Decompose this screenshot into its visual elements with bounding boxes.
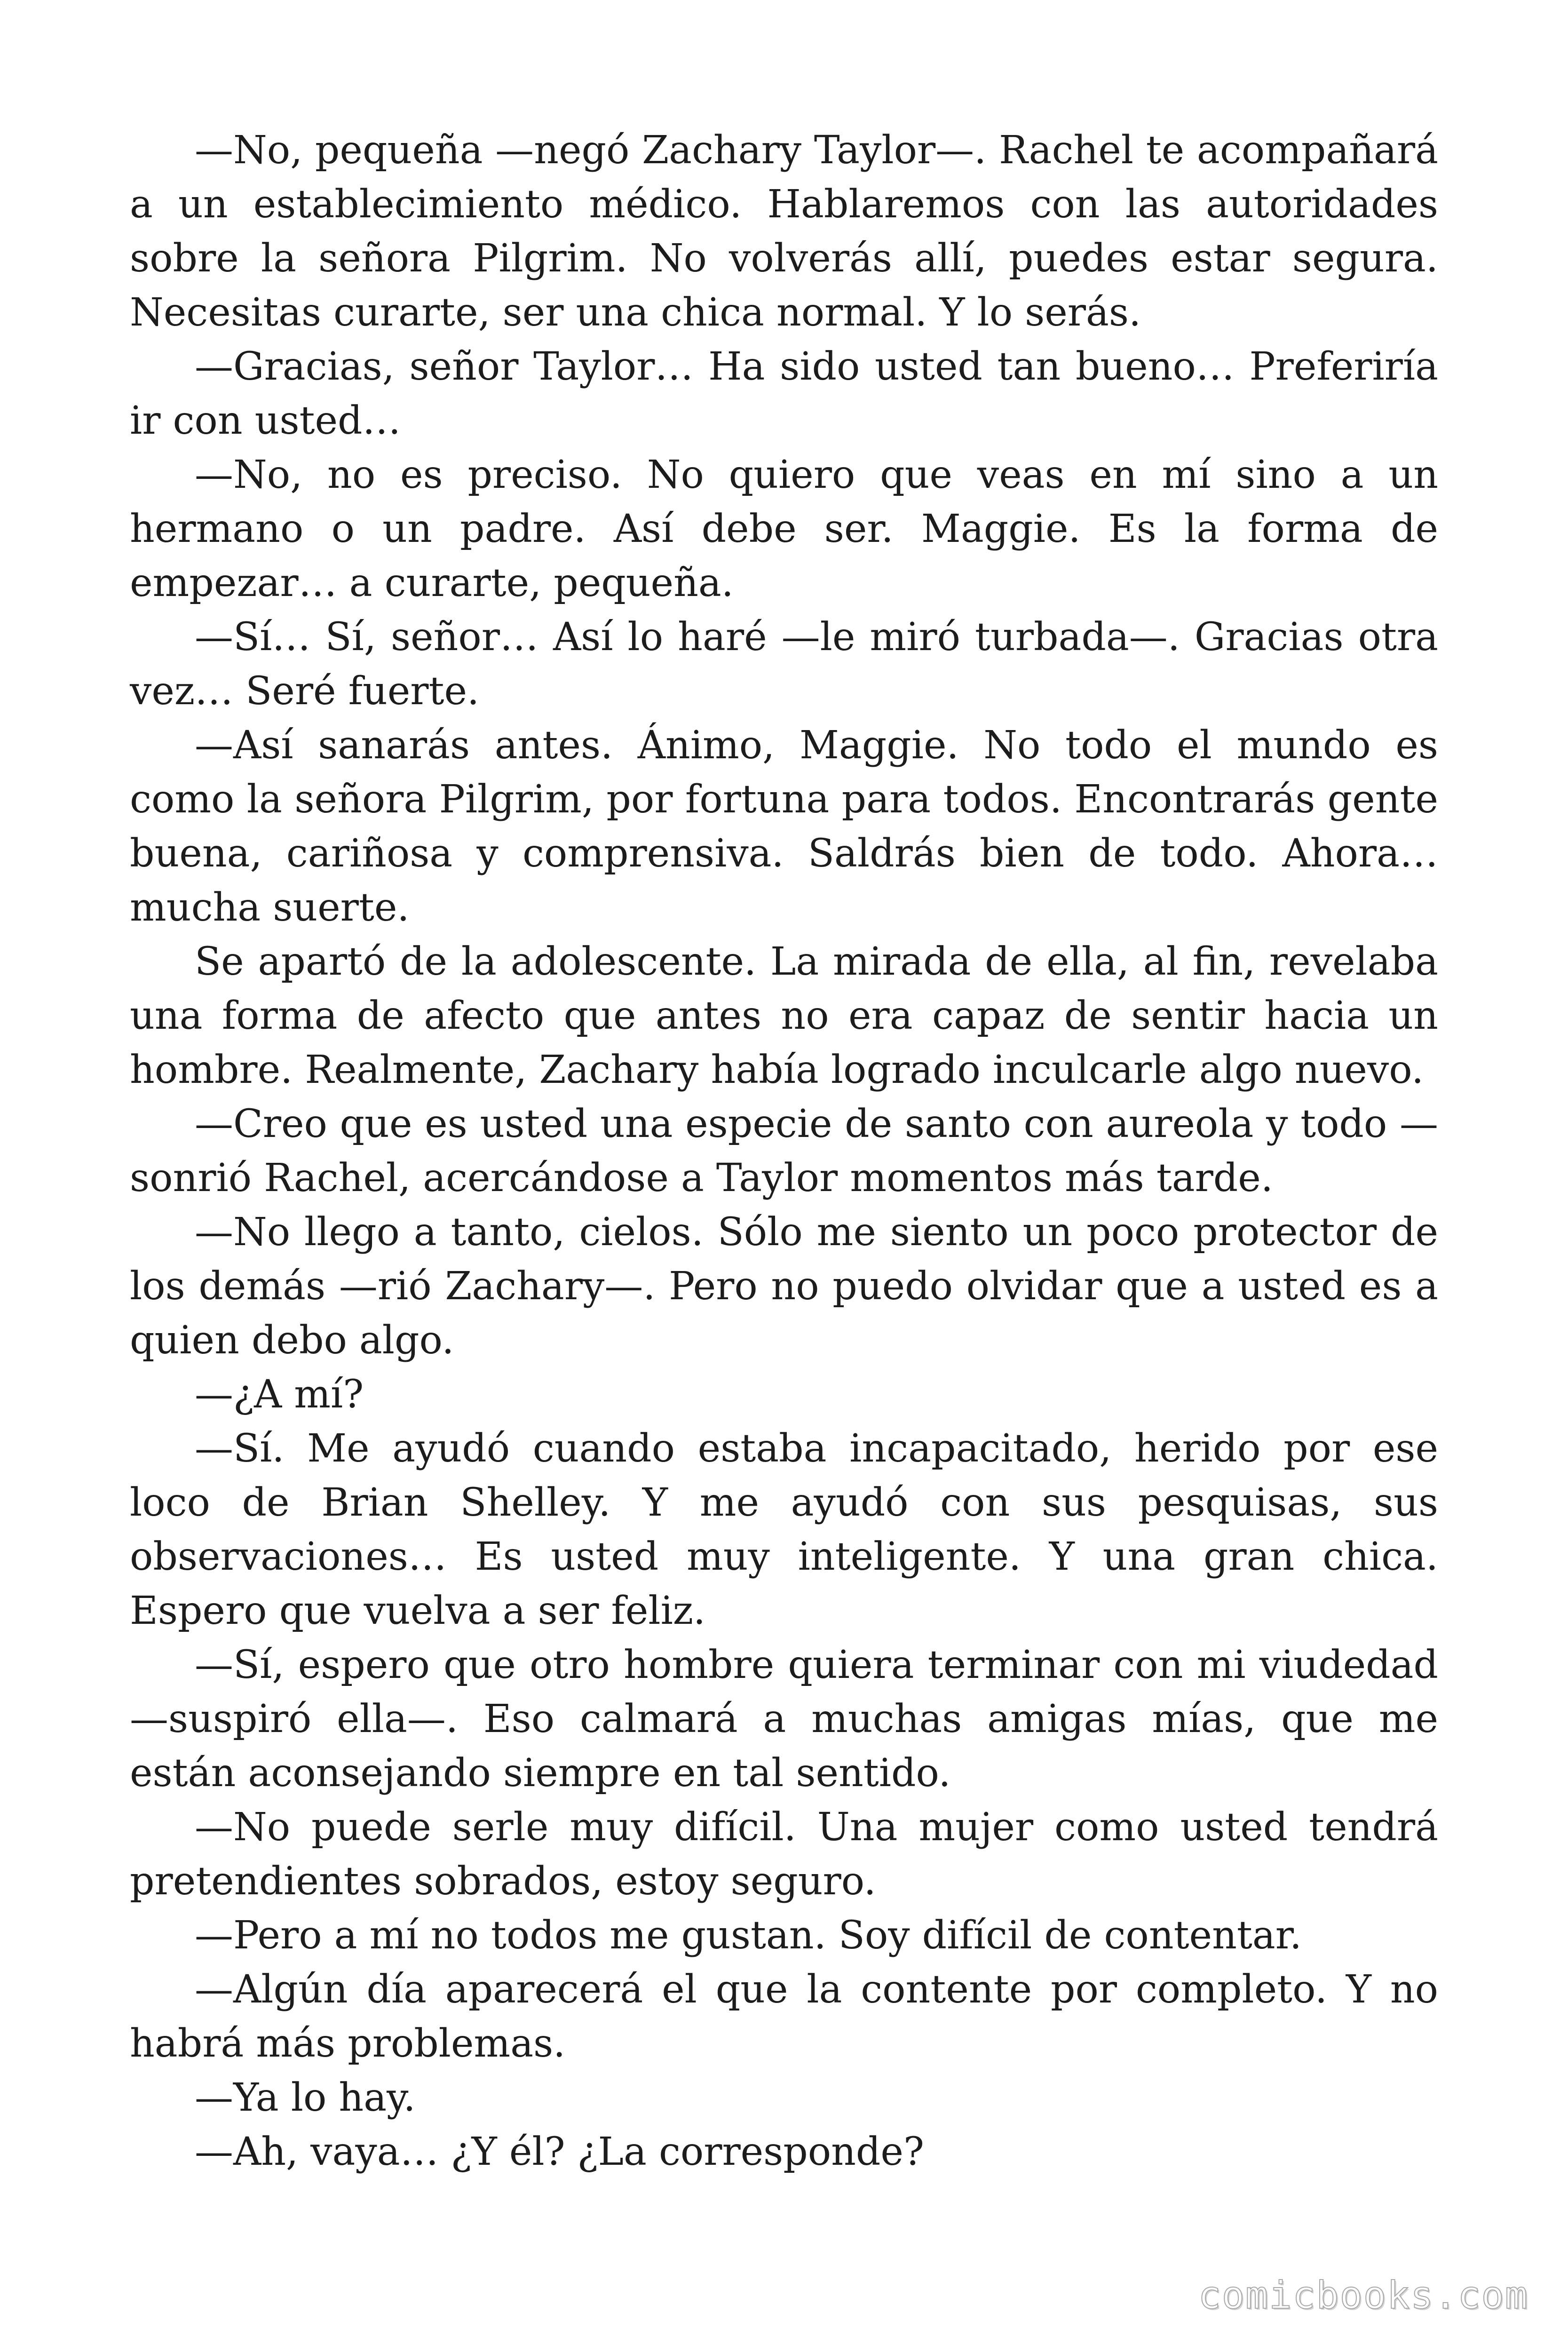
- paragraph: —Pero a mí no todos me gustan. Soy difícil de contentar.: [195, 1913, 1302, 1958]
- watermark-text: comicbooks.com: [1198, 2273, 1528, 2317]
- paragraph: —Así sanarás antes. Ánimo, Maggie. No todo el mundo es como la señora Pilgrim, por fortuna para todos. Encontrarás gente buena, cariñosa y comprensiva. Saldrás bien de todo. Ahora… mucha suerte.: [130, 723, 1438, 930]
- paragraph: —Ah, vaya… ¿Y él? ¿La corresponde?: [195, 2130, 924, 2174]
- paragraph: —Creo que es usted una especie de santo con aureola y todo —sonrió Rachel, acercándose a Taylor momentos más tarde.: [130, 1102, 1438, 1200]
- page-body-text: [130, 123, 1438, 2179]
- paragraph: —No puede serle muy difícil. Una mujer como usted tendrá pretendientes sobrados, estoy seguro.: [130, 1805, 1438, 1904]
- paragraph: —Sí. Me ayudó cuando estaba incapacitado, herido por ese loco de Brian Shelley. Y me ayudó con sus pesquisas, sus observaciones… Es usted muy inteligente. Y una gran chica. Espero que vuelva a ser feliz.: [130, 1426, 1438, 1633]
- paragraph: —¿A mí?: [195, 1372, 364, 1417]
- paragraph: —No, no es preciso. No quiero que veas en mí sino a un hermano o un padre. Así debe ser. Maggie. Es la forma de empezar… a curarte, pequeña.: [130, 453, 1438, 605]
- paragraph: —Sí… Sí, señor… Así lo haré —le miró turbada—. Gracias otra vez… Seré fuerte.: [130, 615, 1438, 714]
- paragraph: Se apartó de la adolescente. La mirada de ella, al fin, revelaba una forma de afecto que antes no era capaz de sentir hacia un hombre. Realmente, Zachary había logrado inculcarle algo nuevo.: [130, 939, 1438, 1092]
- paragraph: —Algún día aparecerá el que la contente por completo. Y no habrá más problemas.: [130, 1967, 1438, 2066]
- paragraph: —No llego a tanto, cielos. Sólo me siento un poco protector de los demás —rió Zachary—. Pero no puedo olvidar que a usted es a quien debo algo.: [130, 1210, 1438, 1363]
- paragraph: —Ya lo hay.: [195, 2075, 416, 2120]
- paragraph: —Gracias, señor Taylor… Ha sido usted tan bueno… Preferiría ir con usted…: [130, 344, 1438, 443]
- paragraph: —Sí, espero que otro hombre quiera terminar con mi viudedad —suspiró ella—. Eso calmará a muchas amigas mías, que me están aconsejando siempre en tal sentido.: [130, 1643, 1438, 1796]
- paragraph: —No, pequeña —negó Zachary Taylor—. Rachel te acompañará a un establecimiento médico. Hablaremos con las autoridades sobre la señora Pilgrim. No volverás allí, puedes estar segura. Necesitas curarte, ser una chica normal. Y lo serás.: [130, 128, 1438, 335]
